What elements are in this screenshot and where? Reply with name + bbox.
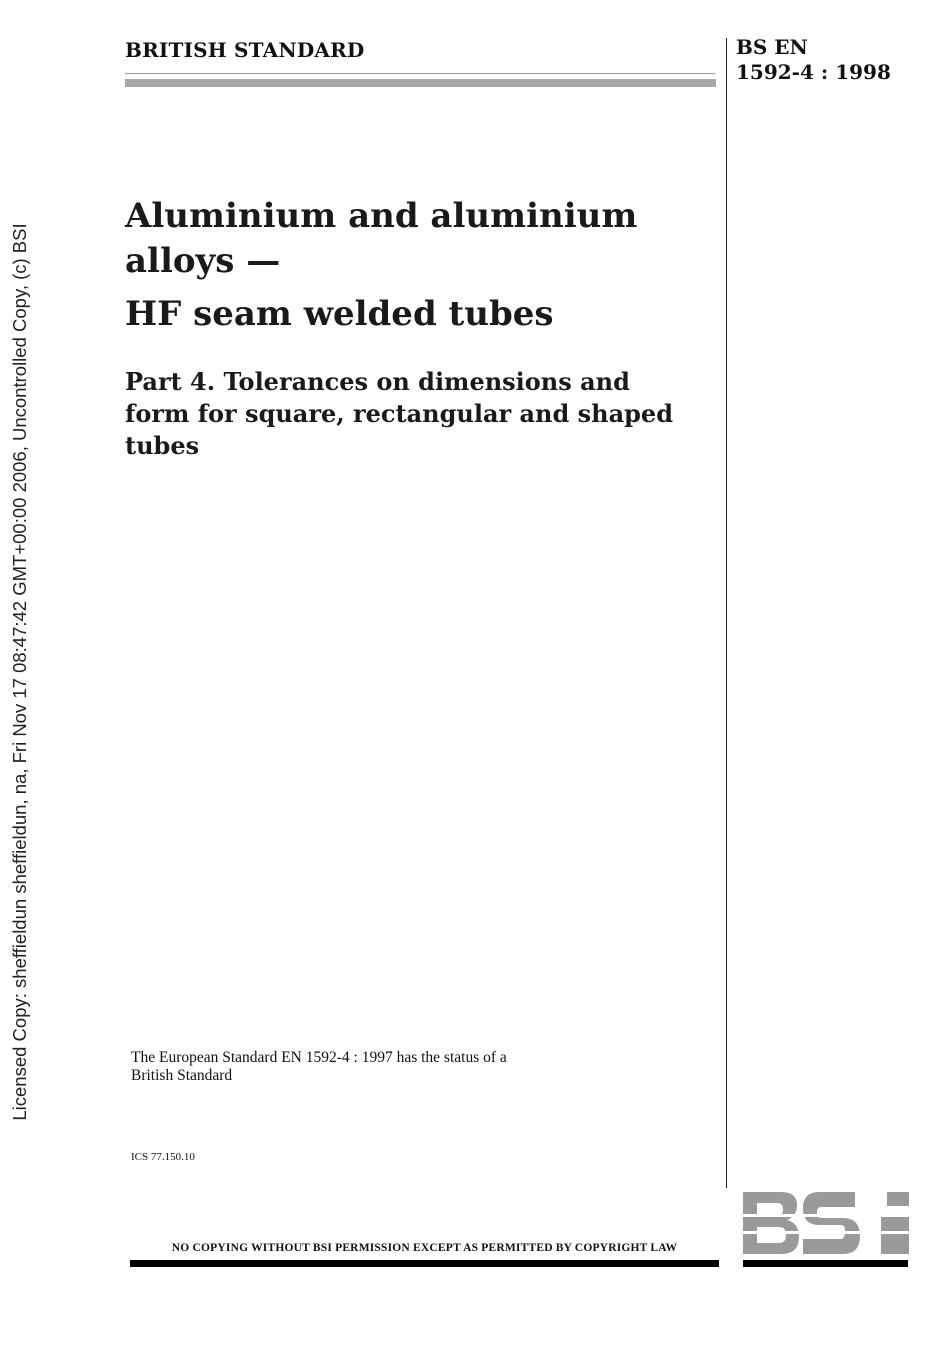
footer-rule-right — [743, 1260, 908, 1267]
document-subtitle — [125, 366, 715, 462]
standard-number-line2: 1592-4 : 1998 — [736, 60, 891, 84]
license-side-note-text: Licensed Copy: sheffieldun sheffieldun, na, Fri Nov 17 08:47:42 GMT+00:00 2006, Uncontrolled Copy, (c) BSI — [9, 223, 30, 1121]
title-line-3: HF seam welded tubes — [125, 294, 554, 334]
subtitle-line-3: tubes — [125, 431, 200, 460]
standard-number — [736, 35, 891, 85]
bsi-logo — [743, 1192, 909, 1254]
title-line-2: alloys — — [125, 241, 281, 281]
subtitle-line-1: Part 4. Tolerances on dimensions and — [125, 367, 630, 396]
ics-code: ICS 77.150.10 — [131, 1151, 195, 1163]
header-thick-rule — [125, 79, 716, 87]
subtitle-line-2: form for square, rectangular and shaped — [125, 399, 673, 428]
header-label: BRITISH STANDARD — [125, 38, 365, 62]
status-line-1: The European Standard EN 1592-4 : 1997 has the status of a — [131, 1049, 507, 1066]
title-line-1: Aluminium and aluminium — [125, 196, 638, 236]
status-line-2: British Standard — [131, 1067, 233, 1084]
copyright-notice: NO COPYING WITHOUT BSI PERMISSION EXCEPT AS PERMITTED BY COPYRIGHT LAW — [171, 1242, 678, 1254]
status-statement — [131, 1049, 571, 1085]
header-thin-rule — [125, 73, 715, 74]
standard-number-line1: BS EN — [736, 35, 808, 59]
vertical-divider — [726, 38, 727, 1188]
footer-rule — [130, 1260, 719, 1267]
document-title — [125, 194, 715, 337]
